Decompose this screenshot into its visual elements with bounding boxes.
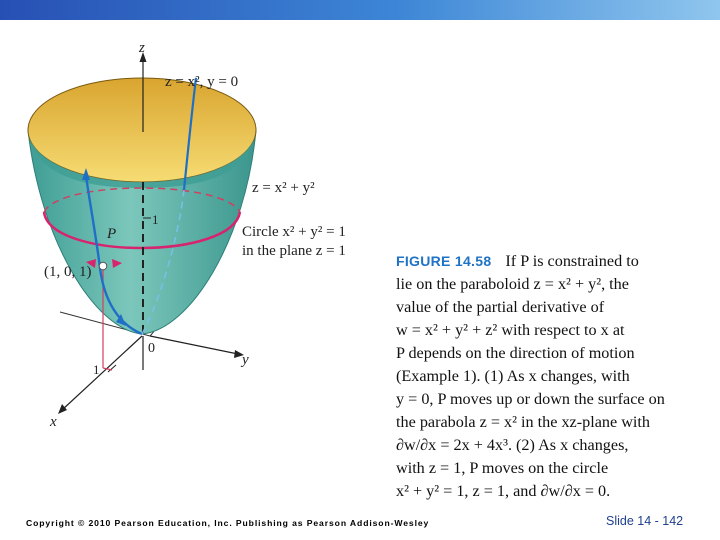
caption-line-7: the parabola z = x² in the xz-plane with — [396, 413, 651, 431]
point-p — [99, 262, 107, 270]
figure-label: FIGURE 14.58 — [396, 253, 492, 269]
caption-line-6: y = 0, P moves up or down the surface on — [396, 390, 665, 408]
point-coords-label: (1, 0, 1) — [44, 264, 92, 280]
z-tick-label: 1 — [152, 212, 159, 227]
x-axis-label: x — [50, 414, 57, 430]
curve-xz-label: z = x², y = 0 — [165, 74, 239, 90]
slide-number: Slide 14 - 142 — [606, 514, 684, 528]
x-axis-arrow — [58, 404, 67, 414]
point-p-label: P — [107, 226, 117, 242]
circle-label-line1: Circle x² + y² = 1 — [242, 224, 346, 240]
figure-caption — [396, 250, 712, 503]
y-axis-label: y — [242, 352, 249, 368]
caption-line-1: lie on the paraboloid z = x² + y², the — [396, 275, 629, 293]
caption-line-4: P depends on the direction of motion — [396, 344, 635, 362]
circle-label-line2: in the plane z = 1 — [242, 243, 346, 259]
z-axis-label: z — [139, 40, 145, 56]
y-axis — [150, 336, 238, 354]
caption-line-3: w = x² + y² + z² with respect to x at — [396, 321, 625, 339]
x-tick-label: 1 — [93, 362, 100, 377]
caption-line-5: (Example 1). (1) As x changes, with — [396, 367, 630, 385]
caption-line-2: value of the partial derivative of — [396, 298, 605, 316]
copyright-notice: Copyright © 2010 Pearson Education, Inc. Publishing as Pearson Addison-Wesley — [26, 518, 430, 528]
caption-line-10: x² + y² = 1, z = 1, and ∂w/∂x = 0. — [396, 482, 611, 500]
paraboloid-rim — [28, 78, 256, 182]
caption-line-0: FIGURE 14.58 If P is constrained to — [396, 252, 639, 270]
surface-label: z = x² + y² — [252, 180, 315, 196]
title-bar — [0, 0, 720, 20]
paraboloid-figure — [0, 20, 390, 440]
caption-line-8: ∂w/∂x = 2x + 4x³. (2) As x changes, — [396, 436, 629, 454]
x-axis — [62, 336, 142, 410]
origin-label: 0 — [148, 341, 155, 356]
caption-line-9: with z = 1, P moves on the circle — [396, 459, 609, 477]
